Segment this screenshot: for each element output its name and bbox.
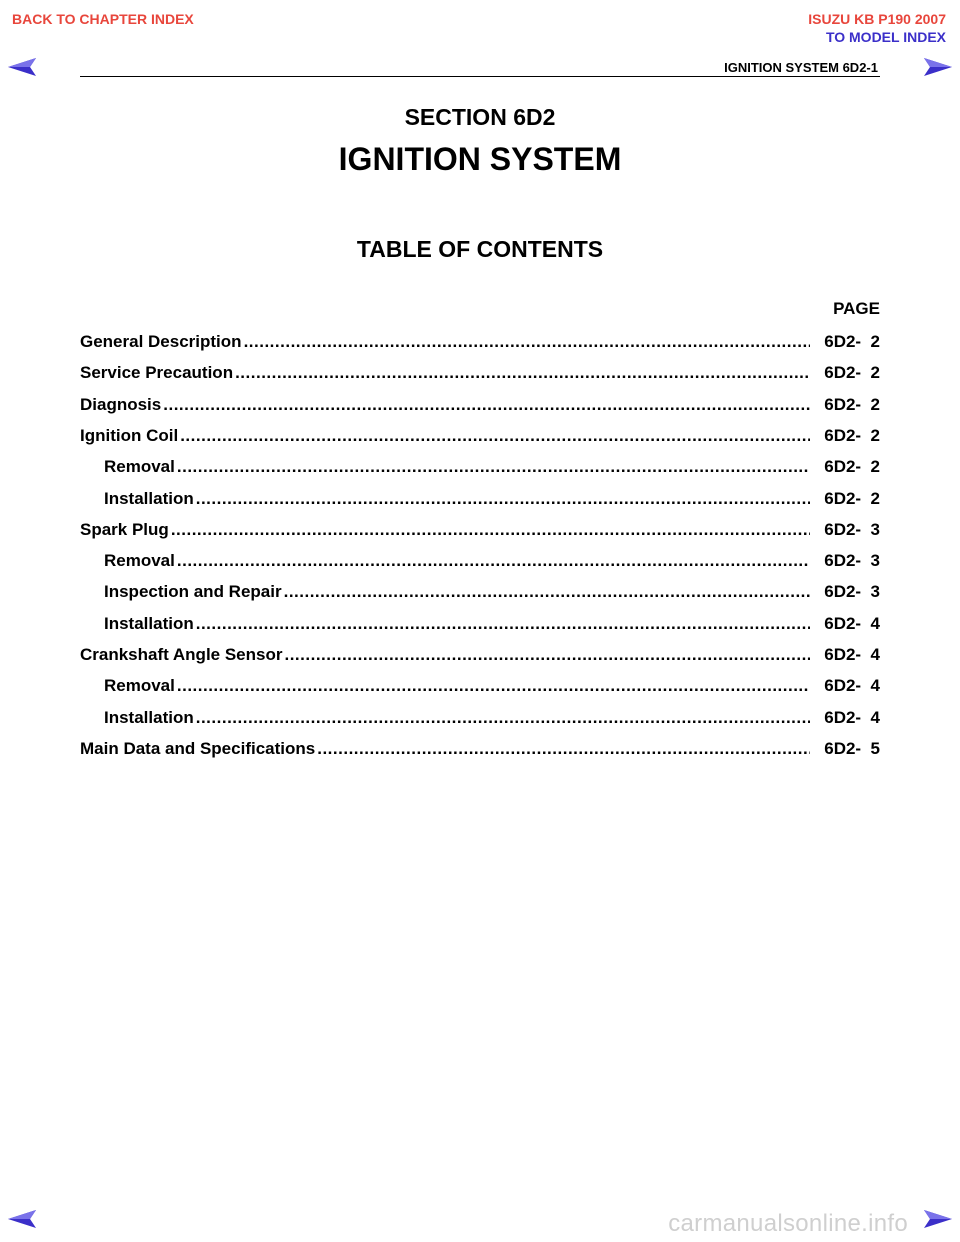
back-to-chapter-index-link[interactable]: BACK TO CHAPTER INDEX [12, 11, 194, 27]
toc-entry-page: 6D2- 3 [824, 551, 880, 571]
toc-entry-title: Removal [104, 551, 175, 571]
arrow-left-icon [6, 56, 40, 78]
toc-entry[interactable] [80, 645, 880, 669]
toc-entry-page: 6D2- 4 [824, 676, 880, 696]
toc-entry-title: Removal [104, 457, 175, 477]
toc-entry-page: 6D2- 2 [824, 457, 880, 477]
section-label: SECTION 6D2 [404, 104, 556, 130]
toc-entry[interactable] [80, 395, 880, 419]
toc-entry-title: Service Precaution [80, 363, 234, 383]
toc-leader-dots [244, 332, 810, 352]
toc-entry-title: Installation [104, 488, 194, 508]
toc-entry[interactable] [104, 489, 880, 513]
toc-entry[interactable] [104, 676, 880, 700]
arrow-left-icon [6, 1208, 40, 1230]
toc-entry[interactable] [80, 332, 880, 356]
arrow-right-icon [920, 1208, 954, 1230]
toc-entry[interactable] [104, 457, 880, 481]
toc-leader-dots [180, 426, 810, 446]
toc-entry-page: 6D2- 3 [824, 519, 880, 539]
toc-entry-page: 6D2- 2 [824, 425, 880, 445]
toc-entry-title: Diagnosis [80, 394, 162, 414]
toc-entry[interactable] [80, 739, 880, 763]
toc-entry[interactable] [104, 582, 880, 606]
toc-entry[interactable] [104, 614, 880, 638]
toc-entry-page: 6D2- 4 [824, 613, 880, 633]
toc-entry-page: 6D2- 4 [824, 645, 880, 664]
toc-leader-dots [235, 363, 810, 383]
toc-entry-title: General Description [80, 332, 242, 351]
toc-entry-page: 6D2- 2 [824, 363, 880, 383]
toc-entry[interactable] [80, 426, 880, 450]
toc-entry-title: Installation [104, 613, 194, 633]
arrow-right-icon [920, 56, 954, 78]
toc-entry-title: Ignition Coil [80, 425, 179, 445]
prev-page-arrow-top[interactable] [6, 56, 40, 78]
running-header-title: IGNITION SYSTEM 6D2-1 [724, 60, 878, 75]
toc-entry[interactable] [104, 551, 880, 575]
toc-entry-title: Main Data and Specifications [80, 738, 316, 758]
watermark-text: carmanualsonline.info [668, 1210, 908, 1237]
toc-leader-dots [196, 489, 810, 509]
toc-entry-page: 6D2- 5 [824, 738, 880, 758]
toc-entry[interactable] [104, 708, 880, 732]
toc-entry[interactable] [80, 520, 880, 544]
toc-leader-dots [196, 614, 810, 634]
toc-entry-title: Installation [104, 707, 194, 727]
section-title: IGNITION SYSTEM [338, 141, 622, 177]
toc-leader-dots [284, 645, 810, 665]
toc-entry-page: 6D2- 3 [824, 582, 880, 602]
toc-leader-dots [284, 582, 810, 602]
prev-page-arrow-bottom[interactable] [6, 1208, 40, 1230]
toc-entry-page: 6D2- 2 [824, 332, 880, 351]
next-page-arrow-top[interactable] [920, 56, 954, 78]
toc-entry[interactable] [80, 363, 880, 387]
toc-leader-dots [163, 395, 810, 415]
toc-entry-title: Inspection and Repair [104, 582, 282, 602]
toc-entry-title: Removal [104, 676, 175, 696]
toc-leader-dots [171, 520, 810, 540]
toc-entry-page: 6D2- 4 [824, 707, 880, 727]
model-name-link[interactable]: ISUZU KB P190 2007 [808, 11, 946, 27]
next-page-arrow-bottom[interactable] [920, 1208, 954, 1230]
toc-leader-dots [317, 739, 810, 759]
toc-leader-dots [177, 551, 810, 571]
to-model-index-link[interactable]: TO MODEL INDEX [825, 29, 946, 45]
toc-leader-dots [177, 457, 810, 477]
toc-leader-dots [177, 676, 810, 696]
toc-entry-title: Spark Plug [80, 519, 169, 539]
toc-page-column-label: PAGE [833, 299, 880, 318]
toc-leader-dots [196, 708, 810, 728]
toc-entry-title: Crankshaft Angle Sensor [80, 645, 283, 664]
toc-entry-page: 6D2- 2 [824, 488, 880, 508]
toc-entry-page: 6D2- 2 [824, 394, 880, 414]
header-rule [80, 76, 880, 77]
toc-heading: TABLE OF CONTENTS [356, 236, 604, 262]
